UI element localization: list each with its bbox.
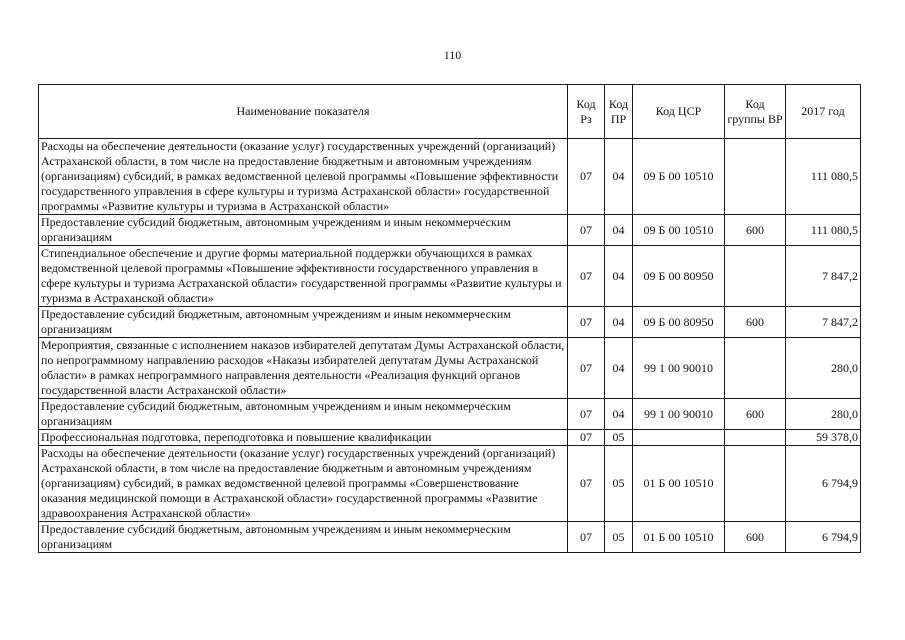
row-pr: 04	[605, 139, 633, 215]
budget-table	[38, 84, 861, 553]
header-csr: Код ЦСР	[633, 85, 725, 139]
row-vr	[725, 139, 786, 215]
row-amount: 280,0	[786, 399, 861, 430]
row-vr: 600	[725, 522, 786, 553]
row-pr: 04	[605, 338, 633, 399]
header-pr: Код ПР	[605, 85, 633, 139]
row-vr	[725, 430, 786, 446]
row-amount: 280,0	[786, 338, 861, 399]
table-header-row	[39, 85, 861, 139]
row-vr: 600	[725, 307, 786, 338]
row-rz: 07	[568, 338, 605, 399]
row-amount: 6 794,9	[786, 522, 861, 553]
table-row	[39, 246, 861, 307]
row-pr: 05	[605, 446, 633, 522]
row-name: Профессиональная подготовка, переподготовка и повышение квалификации	[39, 430, 568, 446]
row-pr: 04	[605, 307, 633, 338]
row-name: Расходы на обеспечение деятельности (оказание услуг) государственных учреждений (организаций) Астраханской области, в том числе на предоставление бюджетным и автономным учреждениям (организациям) субсидий, в рамках ведомственной целевой программы «Совершенствование оказания медицинской помощи в Астраханской области» государственной программы «Развитие здравоохранения Астраханской области»	[39, 446, 568, 522]
table-row	[39, 446, 861, 522]
table-row	[39, 430, 861, 446]
row-csr: 99 1 00 90010	[633, 338, 725, 399]
table-row	[39, 338, 861, 399]
row-csr	[633, 430, 725, 446]
row-csr: 01 Б 00 10510	[633, 446, 725, 522]
row-name: Предоставление субсидий бюджетным, автономным учреждениям и иным некоммерческим организациям	[39, 215, 568, 246]
table-row	[39, 522, 861, 553]
row-amount: 111 080,5	[786, 139, 861, 215]
row-vr: 600	[725, 215, 786, 246]
table-row	[39, 307, 861, 338]
row-rz: 07	[568, 307, 605, 338]
row-name: Предоставление субсидий бюджетным, автономным учреждениям и иным некоммерческим организациям	[39, 522, 568, 553]
row-csr: 09 Б 00 80950	[633, 307, 725, 338]
row-pr: 05	[605, 430, 633, 446]
header-vr: Код группы ВР	[725, 85, 786, 139]
row-name: Предоставление субсидий бюджетным, автономным учреждениям и иным некоммерческим организациям	[39, 399, 568, 430]
row-vr	[725, 446, 786, 522]
row-pr: 04	[605, 215, 633, 246]
row-name: Стипендиальное обеспечение и другие формы материальной поддержки обучающихся в рамках ведомственной целевой программы «Повышение эффективности государственного управления в сфере культуры и туризма Астраханской области» государственной программы «Развитие культуры и туризма в Астраханской области»	[39, 246, 568, 307]
row-name: Расходы на обеспечение деятельности (оказание услуг) государственных учреждений (организаций) Астраханской области, в том числе на предоставление бюджетным и автономным учреждениям (организациям) субсидий, в рамках ведомственной целевой программы «Повышение эффективности государственного управления в сфере культуры и туризма Астраханской области» государственной программы «Развитие культуры и туризма в Астраханской области»	[39, 139, 568, 215]
row-amount: 6 794,9	[786, 446, 861, 522]
table-row	[39, 215, 861, 246]
row-rz: 07	[568, 399, 605, 430]
page-number: 110	[443, 48, 462, 62]
row-csr: 01 Б 00 10510	[633, 522, 725, 553]
row-amount: 59 378,0	[786, 430, 861, 446]
table-row	[39, 399, 861, 430]
row-amount: 7 847,2	[786, 246, 861, 307]
row-amount: 111 080,5	[786, 215, 861, 246]
row-rz: 07	[568, 139, 605, 215]
row-vr	[725, 246, 786, 307]
row-pr: 04	[605, 399, 633, 430]
header-name: Наименование показателя	[39, 85, 568, 139]
row-pr: 05	[605, 522, 633, 553]
header-year: 2017 год	[786, 85, 861, 139]
row-vr: 600	[725, 399, 786, 430]
row-csr: 09 Б 00 80950	[633, 246, 725, 307]
row-pr: 04	[605, 246, 633, 307]
row-name: Мероприятия, связанные с исполнением наказов избирателей депутатам Думы Астраханской области, по непрограммному направлению расходов «Наказы избирателей депутатам Думы Астраханской области» в рамках непрограммного направления деятельности «Реализация функций органов государственной власти Астраханской области»	[39, 338, 568, 399]
row-vr	[725, 338, 786, 399]
row-csr: 09 Б 00 10510	[633, 139, 725, 215]
row-rz: 07	[568, 215, 605, 246]
row-rz: 07	[568, 430, 605, 446]
row-csr: 09 Б 00 10510	[633, 215, 725, 246]
row-rz: 07	[568, 522, 605, 553]
row-rz: 07	[568, 446, 605, 522]
row-amount: 7 847,2	[786, 307, 861, 338]
row-name: Предоставление субсидий бюджетным, автономным учреждениям и иным некоммерческим организациям	[39, 307, 568, 338]
row-rz: 07	[568, 246, 605, 307]
header-rz: Код Рз	[568, 85, 605, 139]
row-csr: 99 1 00 90010	[633, 399, 725, 430]
table-row	[39, 139, 861, 215]
